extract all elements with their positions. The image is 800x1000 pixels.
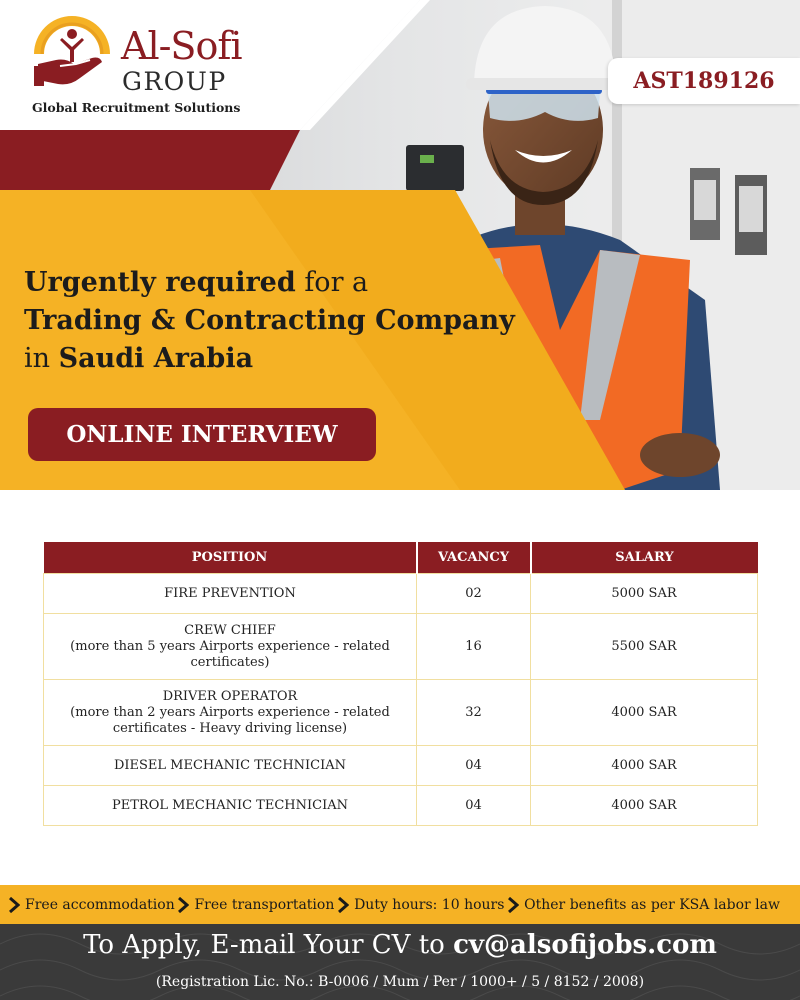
position-title: DIESEL MECHANIC TECHNICIAN [113,758,347,773]
apply-prefix: To Apply, E-mail Your CV to [83,930,454,960]
position-detail: (more than 2 years Airports experience - related certificates - Heavy driving license) [70,705,390,736]
benefit-label: Duty hours: 10 hours [354,896,505,913]
chevron-right-icon [507,897,519,913]
positions-table [43,542,758,826]
registration-number: (Registration Lic. No.: B-0006 / Mum / Per / 1000+ / 5 / 8152 / 2008) [155,974,645,990]
hero-banner [0,0,800,490]
header-salary: SALARY [531,542,758,574]
apply-instruction [0,930,800,960]
salary-cell: 4000 SAR [531,746,758,786]
benefits-bar [0,885,800,924]
salary-cell: 5000 SAR [531,574,758,614]
salary-cell: 5500 SAR [531,614,758,680]
benefit-label: Free accommodation [25,896,175,913]
position-cell [44,680,417,746]
headline-text-2: in [24,343,59,374]
vacancy-cell: 04 [417,746,531,786]
benefit-item [507,897,780,913]
table-row [44,614,758,680]
hands-heart-person-logo-icon [30,14,114,90]
headline-emphasis-1: Urgently required [24,267,296,298]
position-title: PETROL MECHANIC TECHNICIAN [112,798,348,813]
benefit-item [177,897,334,913]
headline-emphasis-3: Saudi Arabia [58,343,254,374]
chevron-right-icon [337,897,349,913]
position-title: DRIVER OPERATOR [162,689,298,704]
benefit-item [8,897,175,913]
chevron-right-icon [177,897,189,913]
benefit-label: Free transportation [194,896,335,913]
header-position: POSITION [44,542,417,574]
table-row [44,786,758,826]
headline-line-2 [24,302,544,340]
company-logo [30,14,240,119]
vacancy-cell: 32 [417,680,531,746]
headline [24,264,544,378]
footer [0,924,800,1000]
position-cell [44,746,417,786]
headline-text-1: for a [295,267,369,298]
vacancy-cell: 04 [417,786,531,826]
position-cell [44,786,417,826]
position-cell [44,574,417,614]
vacancy-cell: 02 [417,574,531,614]
chevron-right-icon [8,897,20,913]
brand-tagline: Global Recruitment Solutions [32,100,241,115]
position-cell [44,614,417,680]
position-detail: (more than 5 years Airports experience - related certificates) [70,639,390,670]
headline-line-3 [24,340,544,378]
headline-line-1 [24,264,544,302]
online-interview-badge: ONLINE INTERVIEW [28,408,376,461]
table-row [44,574,758,614]
brand-name: Al-Sofi [121,24,242,68]
salary-cell: 4000 SAR [531,680,758,746]
position-title: FIRE PREVENTION [164,586,296,601]
table-row [44,680,758,746]
headline-emphasis-2: Trading & Contracting Company [24,305,515,336]
reference-code-badge: AST189126 [608,58,800,104]
table-header-row [44,542,758,574]
brand-group: GROUP [122,67,227,96]
apply-email[interactable]: cv@alsofijobs.com [453,930,717,960]
benefit-label: Other benefits as per KSA labor law [524,896,780,913]
position-title: CREW CHIEF [184,623,276,638]
table-row [44,746,758,786]
header-vacancy: VACANCY [417,542,531,574]
vacancy-cell: 16 [417,614,531,680]
salary-cell: 4000 SAR [531,786,758,826]
benefit-item [337,897,504,913]
